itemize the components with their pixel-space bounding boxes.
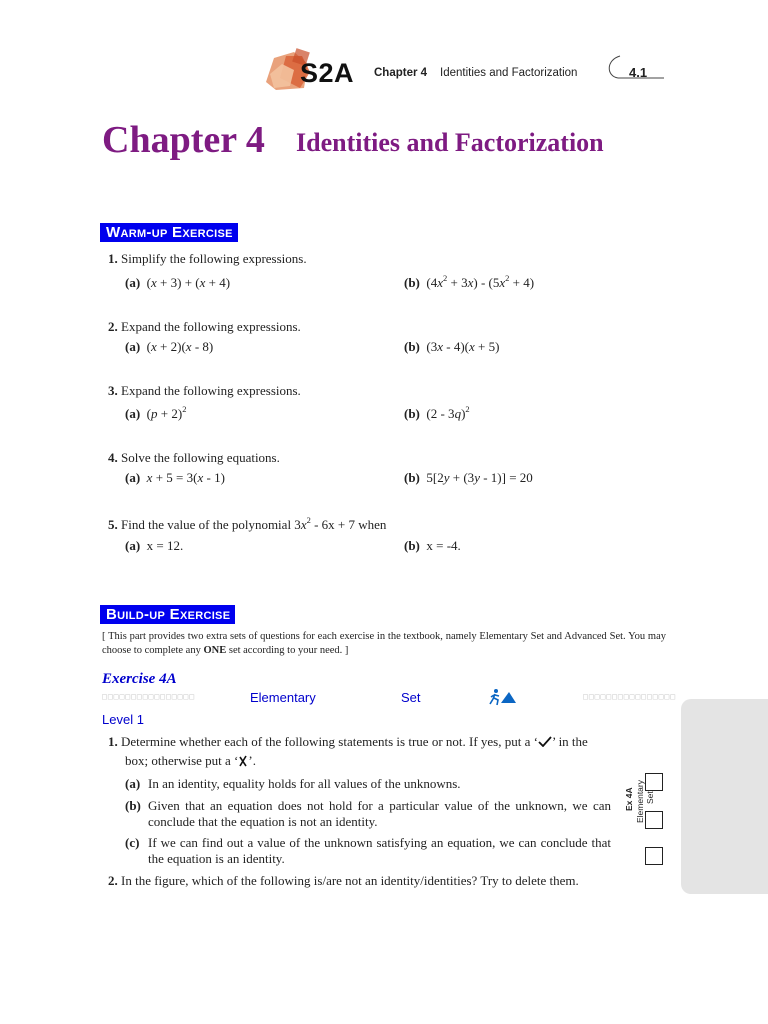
cross-icon [238, 755, 248, 767]
exercise-title: Exercise 4A [102, 671, 177, 687]
answer-box-b[interactable] [645, 811, 663, 829]
question-text-end: - 6x + 7 when [310, 517, 387, 532]
runner-icon [489, 688, 517, 706]
buildup-q1 [108, 734, 666, 750]
warmup-q3a: (a) $(p + 2)^2$ [125, 404, 187, 421]
buildup-heading: Build-up Exercise [100, 605, 235, 624]
answer-box-c[interactable] [645, 847, 663, 865]
header-chapter-label: Chapter 4 [374, 67, 428, 79]
buildup-q2 [108, 873, 579, 889]
part-label: (b) [404, 339, 420, 354]
part-label: (b) [404, 406, 420, 421]
set-label-elementary: Elementary [250, 690, 316, 705]
part-label: (c) [125, 835, 140, 850]
part-label: (a) [125, 538, 141, 553]
faint-placeholder-left: □□□□□□□□□□□□□□□□ [102, 692, 196, 701]
question-text-4: ’. [248, 753, 256, 768]
warmup-q2a: (a) (x + 2)(x - 8) [125, 339, 214, 354]
buildup-q1a [125, 776, 611, 792]
warmup-q4a: (a) x + 5 = 3(x - 1) [125, 470, 225, 485]
question-text-3: box; otherwise put a ‘ [125, 753, 239, 768]
side-label-set: Set [645, 791, 655, 804]
part-label: (a) [125, 776, 141, 791]
page-number: 4.1 [629, 65, 648, 80]
part-text: Given that an equation does not hold for a particular value of the unknown, we can conclude that the equation is not an identity. [148, 798, 611, 829]
part-text: x = -4. [426, 538, 461, 553]
header-chapter-title: Identities and Factorization [440, 67, 578, 79]
question-number: 2. [108, 319, 118, 334]
note-text-end: set according to your need. ] [226, 645, 349, 656]
logo-text: S2A [300, 58, 355, 88]
question-text: Expand the following expressions. [121, 319, 301, 334]
note-bold: ONE [203, 645, 227, 656]
warmup-q1a: (a) (x + 3) + (x + 4) [125, 275, 231, 290]
buildup-q1-line2 [125, 753, 256, 769]
answer-box-a[interactable] [645, 773, 663, 791]
side-label-elementary: Elementary [635, 780, 645, 823]
warmup-heading: Warm-up Exercise [100, 223, 238, 242]
question-number: 2. [108, 873, 118, 888]
warmup-q5b [404, 538, 461, 554]
side-tab [681, 699, 768, 894]
warmup-q3 [108, 383, 301, 399]
question-number: 1. [108, 734, 118, 749]
warmup-q3b: (b) (2 - 3q)$^2$ [404, 404, 470, 421]
note-text: [ This part provides two extra sets of questions for each exercise in the textbook, namely Elementary Set and Advanced Set. You may choose to complete any [102, 631, 666, 656]
part-text: x = 12. [146, 538, 184, 553]
part-label: (a) [125, 339, 141, 354]
part-label: (a) [125, 275, 141, 290]
chapter-title: Identities and Factorization [296, 128, 604, 157]
check-icon [538, 736, 552, 747]
question-text: Find the value of the polynomial 3 [121, 517, 301, 532]
side-label-ex4a: Ex 4A [624, 787, 634, 811]
part-label: (b) [125, 798, 141, 813]
question-text: Solve the following equations. [121, 450, 280, 465]
warmup-q2b: (b) (3x - 4)(x + 5) [404, 339, 500, 354]
set-label-set: Set [401, 690, 421, 705]
question-text: Expand the following expressions. [121, 383, 301, 398]
part-label: (b) [404, 470, 420, 485]
part-label: (b) [404, 275, 420, 290]
warmup-q4b: (b) 5[2y + (3y - 1)] = 20 [404, 470, 533, 485]
question-number: 4. [108, 450, 118, 465]
part-text: In an identity, equality holds for all values of the unknowns. [148, 776, 461, 791]
part-label: (a) [125, 406, 141, 421]
warmup-q5a [125, 538, 183, 554]
faint-placeholder-right: □□□□□□□□□□□□□□□□ [583, 692, 677, 701]
buildup-q1b [125, 798, 611, 830]
chapter-number: Chapter 4 [102, 119, 265, 161]
warmup-q1 [108, 251, 307, 267]
warmup-q1b: (b) $(4x^2 + 3x) - (5x^2 + 4)$ [404, 273, 535, 290]
question-text: In the figure, which of the following is/are not an identity/identities? Try to delete them. [121, 873, 579, 888]
part-label: (a) [125, 470, 141, 485]
buildup-q1c [125, 835, 611, 867]
warmup-q4 [108, 450, 280, 466]
question-text: Determine whether each of the following statements is true or not. If yes, put a ‘ [121, 734, 538, 749]
question-text-2: ’ in the [551, 734, 588, 749]
level-label: Level 1 [102, 712, 144, 727]
question-number: 3. [108, 383, 118, 398]
question-number: 5. [108, 517, 118, 532]
question-number: 1. [108, 251, 118, 266]
part-text: If we can find out a value of the unknown satisfying an equation, we can conclude that the equation is an identity. [148, 835, 611, 866]
buildup-note [102, 630, 666, 658]
warmup-q5: 5. Find the value of the polynomial $3x^2 - 6x + 7$ when [108, 515, 387, 532]
part-label: (b) [404, 538, 420, 553]
question-text: Simplify the following expressions. [121, 251, 307, 266]
warmup-q2 [108, 319, 301, 335]
